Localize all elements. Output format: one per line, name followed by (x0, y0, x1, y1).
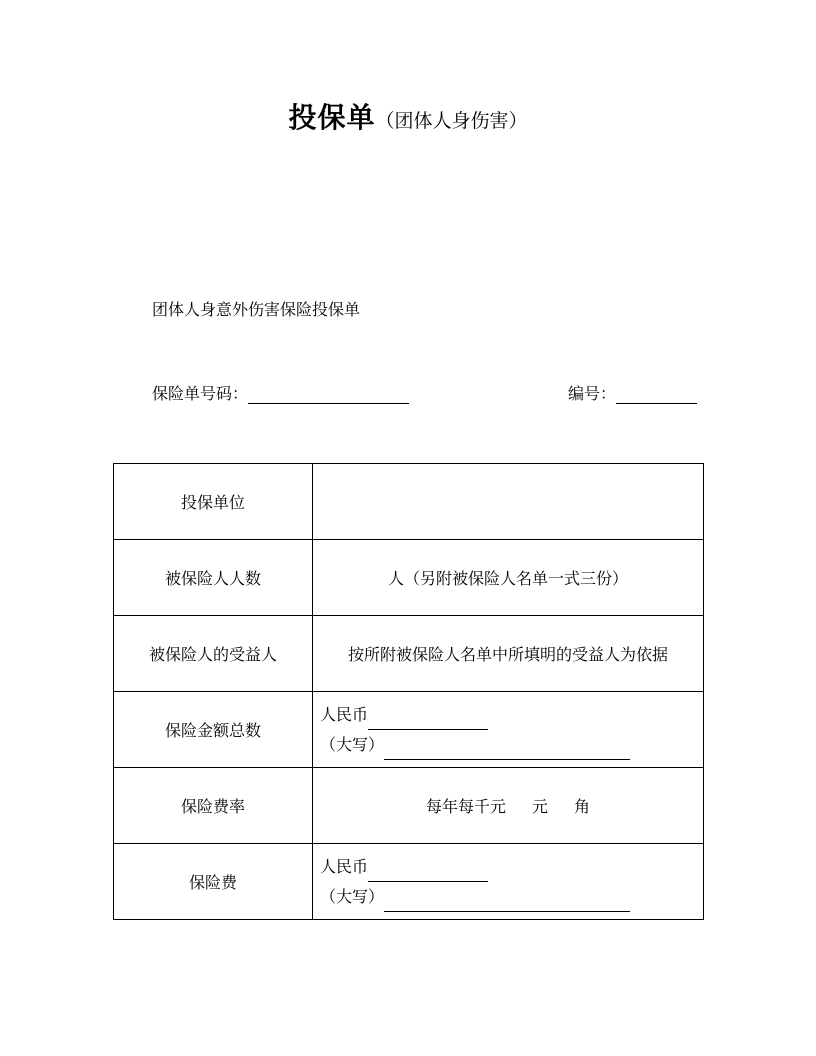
rate-yuan: 元 (531, 797, 548, 816)
beneficiary-label: 被保险人的受益人 (114, 616, 313, 692)
sum-insured-daxie-line (320, 730, 703, 760)
application-table (113, 463, 704, 920)
sum-insured-daxie-blank[interactable] (384, 742, 630, 760)
premium-daxie-blank[interactable] (384, 894, 630, 912)
premium-rate-value (313, 768, 704, 844)
premium-value (313, 844, 704, 920)
sum-insured-rmb-blank[interactable] (368, 712, 488, 730)
sum-insured-rmb-line (320, 700, 703, 730)
premium-rmb-label: 人民币 (320, 856, 369, 876)
rate-prefix: 每年每千元 (425, 797, 506, 816)
table-row (114, 844, 704, 920)
serial-number-blank[interactable] (616, 386, 697, 404)
serial-number-field (568, 381, 697, 404)
serial-number-label: 编号： (568, 384, 617, 403)
table-row (114, 464, 704, 540)
sum-insured-daxie-label: （大写） (320, 734, 385, 754)
beneficiary-value: 按所附被保险人名单中所填明的受益人为依据 (313, 616, 704, 692)
premium-daxie-line (320, 882, 703, 912)
table-row (114, 540, 704, 616)
insured-count-label: 被保险人人数 (114, 540, 313, 616)
table-row (114, 692, 704, 768)
sum-insured-rmb-label: 人民币 (320, 704, 369, 724)
rate-jiao: 角 (574, 797, 591, 816)
sum-insured-label: 保险金额总数 (114, 692, 313, 768)
form-subtitle: 团体人身意外伤害保险投保单 (152, 300, 361, 319)
policy-number-label: 保险单号码： (152, 384, 249, 403)
document-title (0, 96, 816, 136)
policy-number-blank[interactable] (248, 386, 409, 404)
title-main: 投保单 (288, 101, 376, 134)
premium-label: 保险费 (114, 844, 313, 920)
table-row (114, 768, 704, 844)
applicant-unit-value[interactable] (313, 464, 704, 540)
title-sub: （团体人身伤害） (375, 110, 528, 132)
premium-rate-label: 保险费率 (114, 768, 313, 844)
sum-insured-value (313, 692, 704, 768)
premium-rmb-blank[interactable] (368, 864, 488, 882)
table-row (114, 616, 704, 692)
insured-count-value: 人（另附被保险人名单一式三份） (313, 540, 704, 616)
applicant-unit-label: 投保单位 (114, 464, 313, 540)
premium-daxie-label: （大写） (320, 886, 385, 906)
policy-number-field (152, 381, 409, 404)
premium-rmb-line (320, 852, 703, 882)
